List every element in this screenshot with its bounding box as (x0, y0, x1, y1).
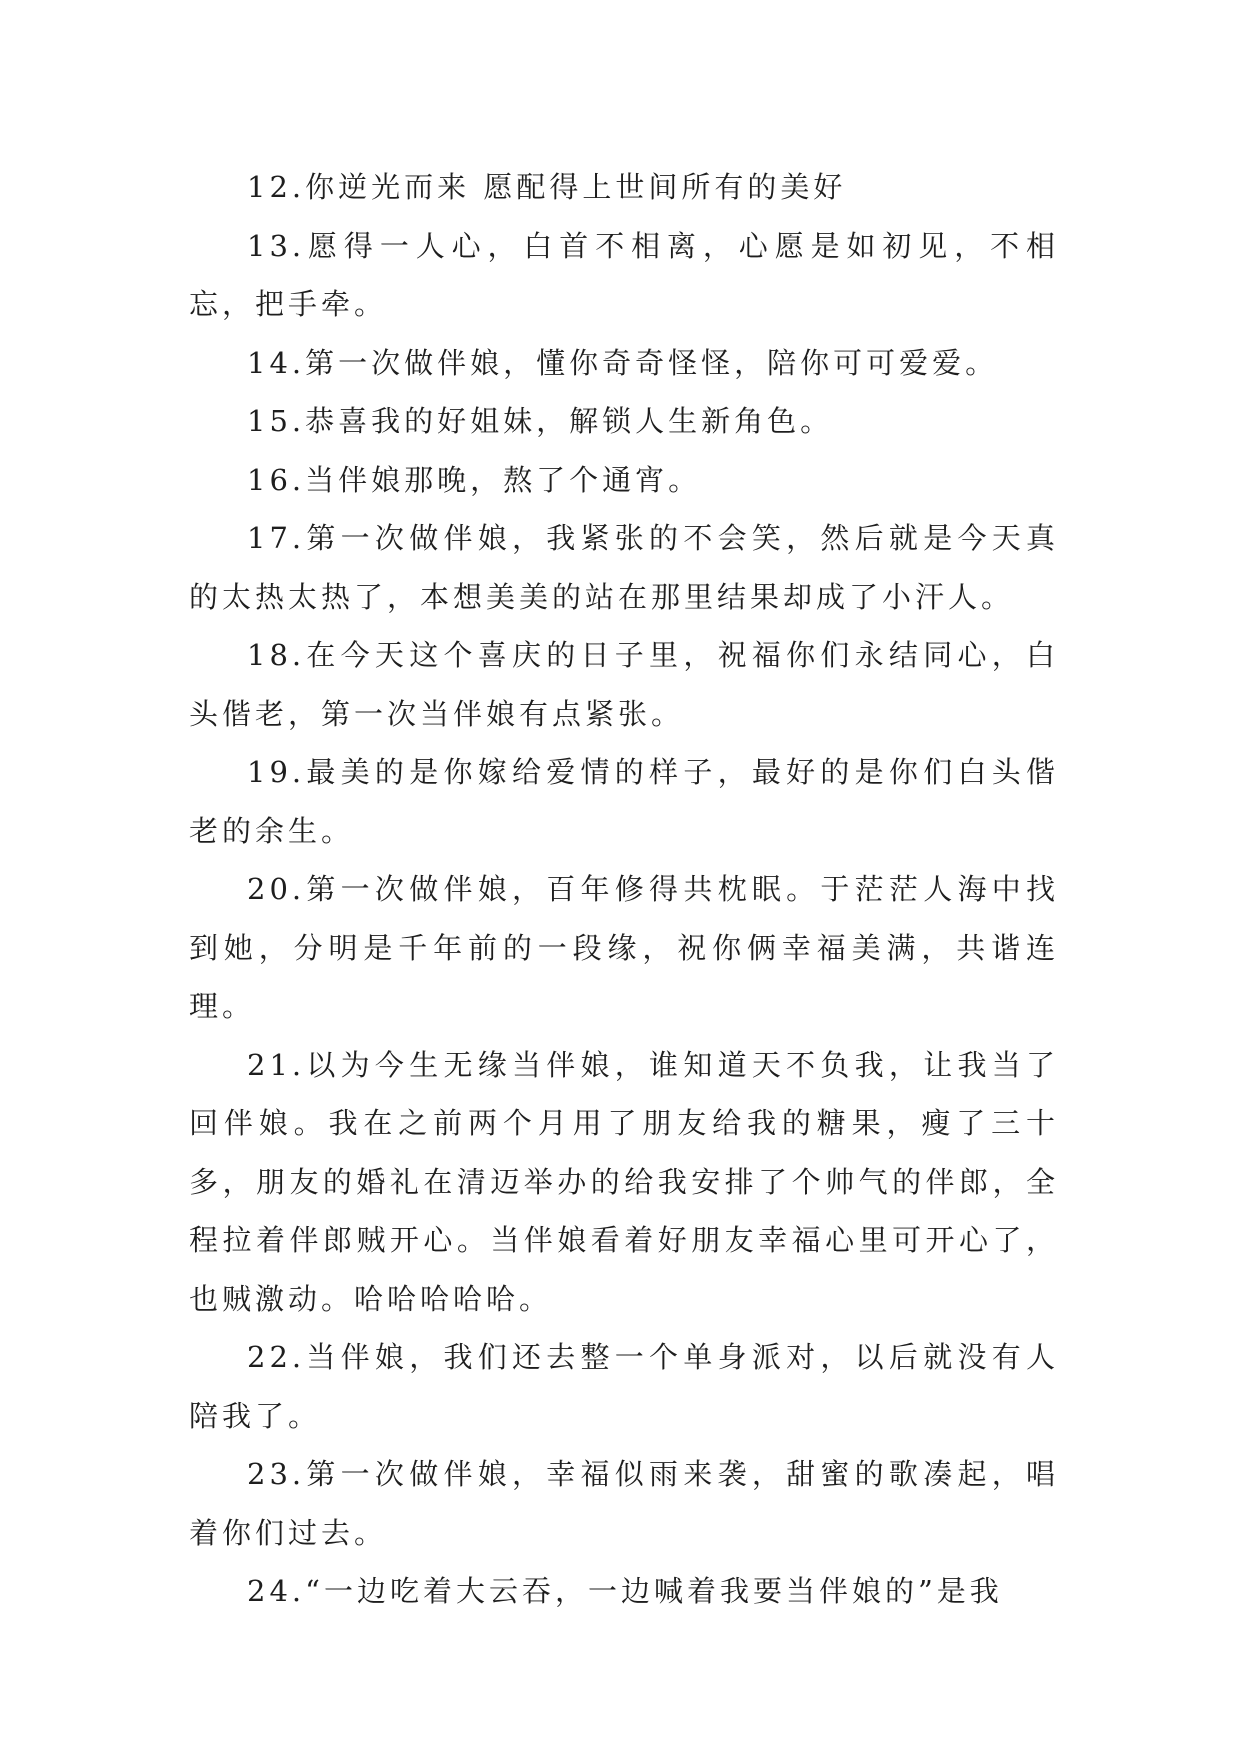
paragraph-17: 17.第一次做伴娘，我紧张的不会笑，然后就是今天真的太热太热了，本想美美的站在那里结果却成了小汗人。 (189, 521, 1059, 614)
paragraph-13: 13.愿得一人心，白首不相离，心愿是如初见，不相忘，把手牵。 (189, 228, 1059, 321)
paragraph-24: 24.“一边吃着大云吞，一边喊着我要当伴娘的”是我 (247, 1574, 1003, 1608)
document-body (189, 158, 1059, 1621)
paragraph-12: 12.你逆光而来 愿配得上世间所有的美好 (247, 170, 847, 204)
paragraph-22: 22.当伴娘，我们还去整一个单身派对，以后就没有人陪我了。 (189, 1340, 1059, 1433)
paragraph-20: 20.第一次做伴娘，百年修得共枕眠。于茫茫人海中找到她，分明是千年前的一段缘，祝你俩幸福美满，共谐连理。 (189, 872, 1059, 1023)
paragraph-21: 21.以为今生无缘当伴娘，谁知道天不负我，让我当了回伴娘。我在之前两个月用了朋友给我的糖果，瘦了三十多，朋友的婚礼在清迈举办的给我安排了个帅气的伴郎，全程拉着伴郎贼开心。当伴娘看着好朋友幸福心里可开心了，也贼激动。哈哈哈哈哈。 (189, 1047, 1059, 1316)
paragraph-19: 19.最美的是你嫁给爱情的样子，最好的是你们白头偕老的余生。 (189, 755, 1059, 848)
paragraph-15: 15.恭喜我的好姐妹，解锁人生新角色。 (247, 404, 834, 438)
paragraph-23: 23.第一次做伴娘，幸福似雨来袭，甜蜜的歌凑起，唱着你们过去。 (189, 1457, 1059, 1550)
paragraph-16: 16.当伴娘那晚，熬了个通宵。 (247, 462, 702, 497)
paragraph-14: 14.第一次做伴娘，懂你奇奇怪怪，陪你可可爱爱。 (247, 345, 999, 380)
paragraph-18: 18.在今天这个喜庆的日子里，祝福你们永结同心，白头偕老，第一次当伴娘有点紧张。 (189, 638, 1059, 731)
